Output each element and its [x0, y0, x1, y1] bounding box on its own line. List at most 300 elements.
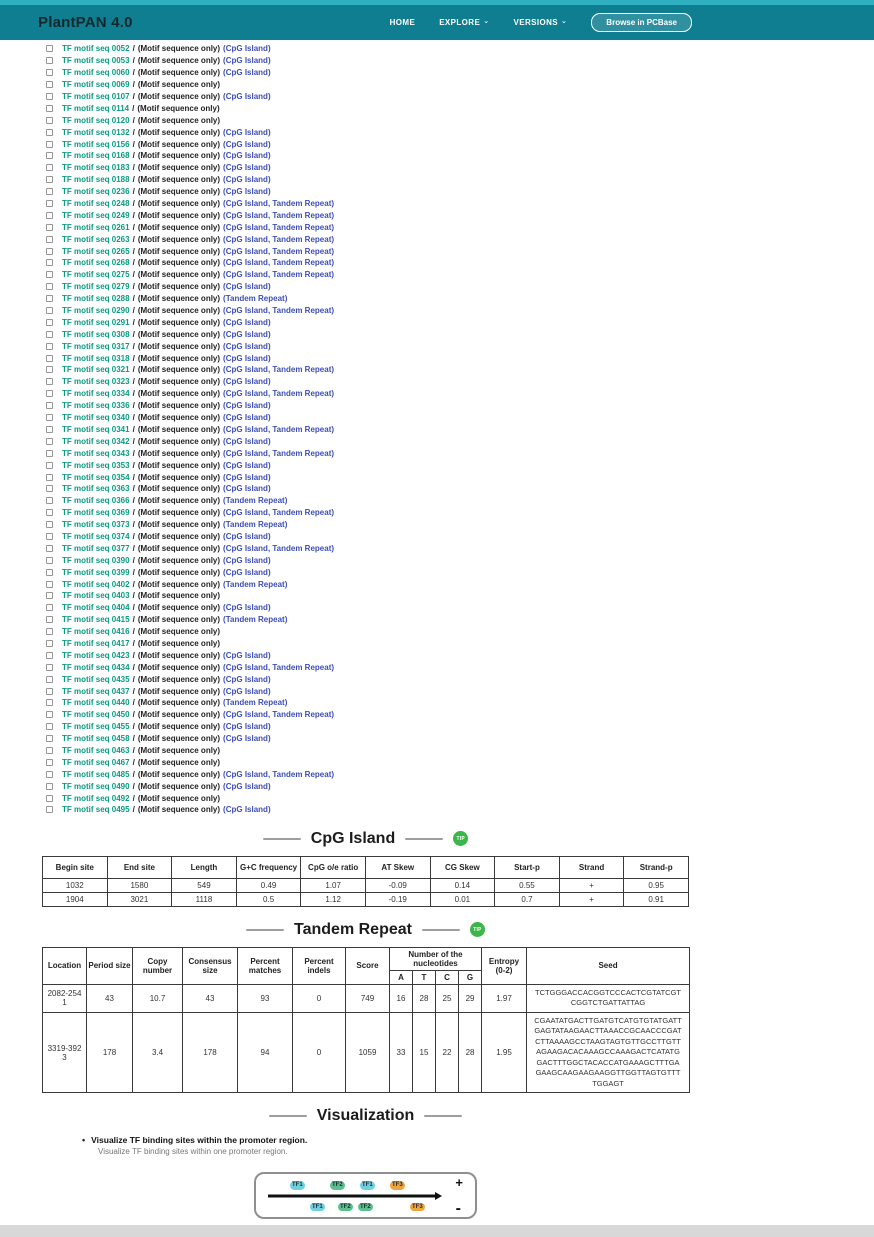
- motif-separator: /: [132, 650, 135, 660]
- motif-tag: (CpG Island): [223, 603, 271, 613]
- cpg-cell: 0.91: [624, 892, 689, 906]
- motif-row: [42, 554, 689, 566]
- motif-desc: (Motif sequence only): [137, 199, 221, 209]
- motif-link[interactable]: TF motif seq 0490: [62, 781, 130, 791]
- motif-checkbox[interactable]: [46, 378, 53, 385]
- tandem-cell: 43: [87, 984, 133, 1012]
- motif-desc: (Motif sequence only): [137, 650, 221, 660]
- motif-tag: (CpG Island): [223, 555, 271, 565]
- motif-checkbox[interactable]: [46, 723, 53, 730]
- motif-link[interactable]: TF motif seq 0052: [62, 44, 130, 54]
- motif-checkbox[interactable]: [46, 688, 53, 695]
- motif-row: [42, 804, 689, 816]
- motif-row: [42, 340, 689, 352]
- motif-row: [42, 459, 689, 471]
- motif-desc: (Motif sequence only): [137, 448, 221, 458]
- motif-link[interactable]: TF motif seq 0492: [62, 793, 130, 803]
- title-dash-left: [246, 929, 284, 931]
- motif-checkbox[interactable]: [46, 129, 53, 136]
- motif-row: [42, 483, 689, 495]
- motif-tag: (Tandem Repeat): [223, 579, 288, 589]
- motif-desc: (Motif sequence only): [137, 662, 221, 672]
- motif-checkbox[interactable]: [46, 485, 53, 492]
- tandem-col-a: A: [390, 970, 413, 984]
- motif-checkbox[interactable]: [46, 69, 53, 76]
- chevron-down-icon: ⌄: [483, 18, 490, 25]
- motif-tag: (CpG Island): [223, 163, 271, 173]
- motif-checkbox[interactable]: [46, 81, 53, 88]
- motif-separator: /: [132, 484, 135, 494]
- plus-strand-label: +: [455, 1175, 463, 1191]
- motif-row: [42, 495, 689, 507]
- tandem-row: [43, 1012, 690, 1093]
- motif-tag: (CpG Island): [223, 686, 271, 696]
- motif-link[interactable]: TF motif seq 0279: [62, 282, 130, 292]
- motif-desc: (Motif sequence only): [137, 722, 221, 732]
- motif-checkbox[interactable]: [46, 759, 53, 766]
- motif-checkbox[interactable]: [46, 164, 53, 171]
- motif-checkbox[interactable]: [46, 390, 53, 397]
- motif-desc: (Motif sequence only): [137, 734, 221, 744]
- motif-link[interactable]: TF motif seq 0336: [62, 401, 130, 411]
- motif-checkbox[interactable]: [46, 640, 53, 647]
- motif-link[interactable]: TF motif seq 0399: [62, 567, 130, 577]
- motif-link[interactable]: TF motif seq 0450: [62, 710, 130, 720]
- cpg-column-header: End site: [107, 856, 172, 878]
- motif-desc: (Motif sequence only): [137, 127, 221, 137]
- motif-checkbox[interactable]: [46, 438, 53, 445]
- tandem-cell: 15: [413, 1012, 436, 1093]
- motif-separator: /: [132, 615, 135, 625]
- motif-tag: (CpG Island): [223, 567, 271, 577]
- motif-checkbox[interactable]: [46, 331, 53, 338]
- motif-separator: /: [132, 306, 135, 316]
- motif-link[interactable]: TF motif seq 0321: [62, 365, 130, 375]
- motif-checkbox[interactable]: [46, 450, 53, 457]
- cpg-cell: 0.14: [430, 878, 495, 892]
- motif-desc: (Motif sequence only): [137, 353, 221, 363]
- motif-link[interactable]: TF motif seq 0363: [62, 484, 130, 494]
- motif-checkbox[interactable]: [46, 248, 53, 255]
- motif-checkbox[interactable]: [46, 295, 53, 302]
- motif-checkbox[interactable]: [46, 319, 53, 326]
- motif-link[interactable]: TF motif seq 0341: [62, 424, 130, 434]
- motif-desc: (Motif sequence only): [137, 805, 221, 815]
- tandem-section-heading: Tandem Repeat: [294, 920, 412, 938]
- promoter-line: [268, 1194, 435, 1197]
- motif-row: [42, 221, 689, 233]
- motif-separator: /: [132, 567, 135, 577]
- motif-link[interactable]: TF motif seq 0069: [62, 80, 130, 90]
- motif-link[interactable]: TF motif seq 0437: [62, 686, 130, 696]
- motif-desc: (Motif sequence only): [137, 329, 221, 339]
- motif-checkbox[interactable]: [46, 806, 53, 813]
- tf-marker-tf2: TF2: [360, 1203, 371, 1210]
- motif-checkbox[interactable]: [46, 533, 53, 540]
- motif-link[interactable]: TF motif seq 0374: [62, 531, 130, 541]
- tandem-cell: 1059: [346, 1012, 390, 1093]
- motif-desc: (Motif sequence only): [137, 781, 221, 791]
- motif-link[interactable]: TF motif seq 0440: [62, 698, 130, 708]
- motif-row: [42, 55, 689, 67]
- browse-pcbase-button[interactable]: Browse in PCBase: [591, 13, 692, 32]
- nav-explore-label: EXPLORE: [439, 18, 481, 27]
- motif-link[interactable]: TF motif seq 0340: [62, 413, 130, 423]
- motif-link[interactable]: TF motif seq 0495: [62, 805, 130, 815]
- motif-checkbox[interactable]: [46, 699, 53, 706]
- motif-separator: /: [132, 80, 135, 90]
- motif-checkbox[interactable]: [46, 676, 53, 683]
- cpg-cell: +: [559, 892, 624, 906]
- tip-icon[interactable]: TIP: [470, 922, 485, 937]
- motif-checkbox[interactable]: [46, 117, 53, 124]
- motif-row: [42, 792, 689, 804]
- motif-desc: (Motif sequence only): [137, 591, 221, 601]
- motif-row: [42, 780, 689, 792]
- tandem-cell: 28: [459, 1012, 482, 1093]
- motif-link[interactable]: TF motif seq 0291: [62, 317, 130, 327]
- motif-checkbox[interactable]: [46, 711, 53, 718]
- motif-checkbox[interactable]: [46, 557, 53, 564]
- motif-tag: (CpG Island): [223, 377, 271, 387]
- tandem-col-consensus-size: Consensus size: [183, 947, 238, 984]
- motif-row: [42, 756, 689, 768]
- motif-row: [42, 685, 689, 697]
- motif-checkbox[interactable]: [46, 236, 53, 243]
- motif-desc: (Motif sequence only): [137, 187, 221, 197]
- motif-desc: (Motif sequence only): [137, 543, 221, 553]
- cpg-cell: 1032: [43, 878, 108, 892]
- tandem-row: [43, 984, 690, 1012]
- motif-row: [42, 649, 689, 661]
- motif-separator: /: [132, 139, 135, 149]
- motif-link[interactable]: TF motif seq 0263: [62, 234, 130, 244]
- motif-link[interactable]: TF motif seq 0366: [62, 496, 130, 506]
- motif-link[interactable]: TF motif seq 0156: [62, 139, 130, 149]
- motif-row: [42, 352, 689, 364]
- motif-row: [42, 745, 689, 757]
- motif-desc: (Motif sequence only): [137, 769, 221, 779]
- motif-row: [42, 638, 689, 650]
- main-nav: [390, 13, 692, 32]
- motif-link[interactable]: TF motif seq 0416: [62, 627, 130, 637]
- motif-desc: (Motif sequence only): [137, 531, 221, 541]
- motif-checkbox[interactable]: [46, 141, 53, 148]
- motif-checkbox[interactable]: [46, 366, 53, 373]
- motif-separator: /: [132, 793, 135, 803]
- motif-row: [42, 400, 689, 412]
- tandem-col-percent-indels: Percent indels: [293, 947, 346, 984]
- motif-separator: /: [132, 531, 135, 541]
- motif-checkbox[interactable]: [46, 45, 53, 52]
- motif-link[interactable]: TF motif seq 0317: [62, 341, 130, 351]
- motif-link[interactable]: TF motif seq 0342: [62, 436, 130, 446]
- motif-link[interactable]: TF motif seq 0334: [62, 389, 130, 399]
- motif-link[interactable]: TF motif seq 0485: [62, 769, 130, 779]
- motif-link[interactable]: TF motif seq 0377: [62, 543, 130, 553]
- motif-checkbox[interactable]: [46, 592, 53, 599]
- motif-link[interactable]: TF motif seq 0415: [62, 615, 130, 625]
- tandem-cell: 1.95: [482, 1012, 527, 1093]
- motif-row: [42, 174, 689, 186]
- motif-checkbox[interactable]: [46, 474, 53, 481]
- motif-desc: (Motif sequence only): [137, 258, 221, 268]
- motif-checkbox[interactable]: [46, 628, 53, 635]
- motif-link[interactable]: TF motif seq 0265: [62, 246, 130, 256]
- motif-row: [42, 186, 689, 198]
- tandem-cell: 28: [413, 984, 436, 1012]
- motif-row: [42, 305, 689, 317]
- motif-separator: /: [132, 127, 135, 137]
- tandem-repeat-table: [42, 947, 690, 1094]
- motif-separator: /: [132, 44, 135, 54]
- motif-checkbox[interactable]: [46, 105, 53, 112]
- nav-versions-label: VERSIONS: [513, 18, 559, 27]
- motif-separator: /: [132, 175, 135, 185]
- tf-marker-tf2: TF2: [340, 1203, 351, 1210]
- motif-row: [42, 293, 689, 305]
- motif-list: [42, 40, 689, 816]
- motif-checkbox[interactable]: [46, 259, 53, 266]
- motif-desc: (Motif sequence only): [137, 567, 221, 577]
- tandem-cell: 178: [183, 1012, 238, 1093]
- motif-row: [42, 709, 689, 721]
- tandem-col-location: Location: [43, 947, 87, 984]
- motif-link[interactable]: TF motif seq 0248: [62, 199, 130, 209]
- motif-link[interactable]: TF motif seq 0463: [62, 745, 130, 755]
- motif-checkbox[interactable]: [46, 521, 53, 528]
- motif-checkbox[interactable]: [46, 664, 53, 671]
- motif-link[interactable]: TF motif seq 0261: [62, 222, 130, 232]
- motif-link[interactable]: TF motif seq 0403: [62, 591, 130, 601]
- motif-tag: (CpG Island, Tandem Repeat): [223, 258, 335, 268]
- tf-marker-tf1: TF1: [292, 1182, 303, 1189]
- motif-checkbox[interactable]: [46, 652, 53, 659]
- motif-link[interactable]: TF motif seq 0435: [62, 674, 130, 684]
- motif-link[interactable]: TF motif seq 0373: [62, 520, 130, 530]
- motif-tag: (CpG Island): [223, 805, 271, 815]
- tandem-cell: 3.4: [133, 1012, 183, 1093]
- cpg-column-header: Begin site: [43, 856, 108, 878]
- motif-link[interactable]: TF motif seq 0390: [62, 555, 130, 565]
- motif-checkbox[interactable]: [46, 462, 53, 469]
- motif-separator: /: [132, 222, 135, 232]
- motif-row: [42, 257, 689, 269]
- motif-tag: (CpG Island, Tandem Repeat): [223, 424, 335, 434]
- motif-row: [42, 114, 689, 126]
- motif-link[interactable]: TF motif seq 0417: [62, 638, 130, 648]
- motif-tag: (CpG Island): [223, 44, 271, 54]
- tandem-col-copy-number: Copy number: [133, 947, 183, 984]
- motif-checkbox[interactable]: [46, 212, 53, 219]
- tandem-cell: 3319-3923: [43, 1012, 87, 1093]
- motif-checkbox[interactable]: [46, 426, 53, 433]
- motif-separator: /: [132, 436, 135, 446]
- motif-separator: /: [132, 472, 135, 482]
- motif-link[interactable]: TF motif seq 0423: [62, 650, 130, 660]
- motif-link[interactable]: TF motif seq 0467: [62, 757, 130, 767]
- motif-link[interactable]: TF motif seq 0323: [62, 377, 130, 387]
- tandem-cell: 94: [238, 1012, 293, 1093]
- motif-tag: (CpG Island): [223, 781, 271, 791]
- motif-row: [42, 412, 689, 424]
- title-dash-right: [424, 1115, 462, 1117]
- motif-checkbox[interactable]: [46, 783, 53, 790]
- motif-separator: /: [132, 258, 135, 268]
- tandem-cell: 2082-2541: [43, 984, 87, 1012]
- motif-row: [42, 233, 689, 245]
- motif-tag: (CpG Island): [223, 436, 271, 446]
- nav-home[interactable]: [390, 18, 416, 27]
- motif-row: [42, 150, 689, 162]
- motif-link[interactable]: TF motif seq 0183: [62, 163, 130, 173]
- tandem-cell: 25: [436, 984, 459, 1012]
- motif-link[interactable]: TF motif seq 0455: [62, 722, 130, 732]
- cpg-cell: 0.01: [430, 892, 495, 906]
- motif-row: [42, 91, 689, 103]
- motif-checkbox[interactable]: [46, 343, 53, 350]
- motif-tag: (CpG Island): [223, 401, 271, 411]
- motif-checkbox[interactable]: [46, 355, 53, 362]
- motif-link[interactable]: TF motif seq 0290: [62, 306, 130, 316]
- tandem-col-c: C: [436, 970, 459, 984]
- visualization-bullet-title: Visualize TF binding sites within the promoter region.: [91, 1135, 308, 1146]
- cpg-cell: 0.95: [624, 878, 689, 892]
- motif-link[interactable]: TF motif seq 0236: [62, 187, 130, 197]
- motif-tag: (CpG Island, Tandem Repeat): [223, 769, 335, 779]
- tandem-col-percent-matches: Percent matches: [238, 947, 293, 984]
- motif-separator: /: [132, 103, 135, 113]
- motif-tag: (CpG Island): [223, 151, 271, 161]
- motif-link[interactable]: TF motif seq 0060: [62, 68, 130, 78]
- motif-link[interactable]: TF motif seq 0308: [62, 329, 130, 339]
- motif-checkbox[interactable]: [46, 402, 53, 409]
- motif-link[interactable]: TF motif seq 0318: [62, 353, 130, 363]
- motif-desc: (Motif sequence only): [137, 460, 221, 470]
- promoter-arrowhead-icon: [435, 1192, 442, 1200]
- motif-link[interactable]: TF motif seq 0404: [62, 603, 130, 613]
- brand-logo[interactable]: PlantPAN 4.0: [38, 14, 133, 31]
- motif-desc: (Motif sequence only): [137, 472, 221, 482]
- motif-separator: /: [132, 163, 135, 173]
- cpg-cell: 3021: [107, 892, 172, 906]
- motif-link[interactable]: TF motif seq 0354: [62, 472, 130, 482]
- promoter-visualization[interactable]: [254, 1172, 477, 1219]
- cpg-section-title: [42, 830, 689, 848]
- motif-link[interactable]: TF motif seq 0249: [62, 210, 130, 220]
- motif-desc: (Motif sequence only): [137, 638, 221, 648]
- motif-link[interactable]: TF motif seq 0114: [62, 103, 130, 113]
- motif-checkbox[interactable]: [46, 188, 53, 195]
- motif-link[interactable]: TF motif seq 0275: [62, 270, 130, 280]
- tf-marker-tf3: TF3: [412, 1203, 423, 1210]
- nav-explore[interactable]: [439, 18, 489, 27]
- motif-link[interactable]: TF motif seq 0343: [62, 448, 130, 458]
- motif-separator: /: [132, 769, 135, 779]
- motif-link[interactable]: TF motif seq 0402: [62, 579, 130, 589]
- motif-tag: (CpG Island): [223, 139, 271, 149]
- motif-desc: (Motif sequence only): [137, 674, 221, 684]
- motif-link[interactable]: TF motif seq 0369: [62, 508, 130, 518]
- motif-separator: /: [132, 674, 135, 684]
- motif-link[interactable]: TF motif seq 0120: [62, 115, 130, 125]
- motif-link[interactable]: TF motif seq 0288: [62, 294, 130, 304]
- motif-separator: /: [132, 353, 135, 363]
- motif-checkbox[interactable]: [46, 735, 53, 742]
- motif-checkbox[interactable]: [46, 283, 53, 290]
- motif-separator: /: [132, 757, 135, 767]
- motif-checkbox[interactable]: [46, 200, 53, 207]
- motif-row: [42, 614, 689, 626]
- motif-desc: (Motif sequence only): [137, 436, 221, 446]
- motif-checkbox[interactable]: [46, 271, 53, 278]
- nav-versions[interactable]: [513, 18, 567, 27]
- motif-link[interactable]: TF motif seq 0188: [62, 175, 130, 185]
- tip-icon[interactable]: TIP: [453, 831, 468, 846]
- motif-tag: (CpG Island): [223, 68, 271, 78]
- tf-marker-tf1: TF1: [312, 1203, 323, 1210]
- motif-checkbox[interactable]: [46, 152, 53, 159]
- motif-checkbox[interactable]: [46, 581, 53, 588]
- motif-link[interactable]: TF motif seq 0168: [62, 151, 130, 161]
- motif-separator: /: [132, 187, 135, 197]
- motif-desc: (Motif sequence only): [137, 56, 221, 66]
- motif-checkbox[interactable]: [46, 176, 53, 183]
- motif-tag: (CpG Island): [223, 413, 271, 423]
- motif-separator: /: [132, 520, 135, 530]
- motif-row: [42, 281, 689, 293]
- motif-checkbox[interactable]: [46, 224, 53, 231]
- motif-checkbox[interactable]: [46, 509, 53, 516]
- motif-desc: (Motif sequence only): [137, 745, 221, 755]
- motif-link[interactable]: TF motif seq 0132: [62, 127, 130, 137]
- motif-checkbox[interactable]: [46, 747, 53, 754]
- motif-row: [42, 328, 689, 340]
- motif-link[interactable]: TF motif seq 0268: [62, 258, 130, 268]
- motif-link[interactable]: TF motif seq 0107: [62, 92, 130, 101]
- motif-separator: /: [132, 282, 135, 292]
- tandem-col-g: G: [459, 970, 482, 984]
- motif-checkbox[interactable]: [46, 569, 53, 576]
- cpg-column-header: G+C frequency: [236, 856, 301, 878]
- tandem-section-title: [42, 921, 689, 939]
- motif-checkbox[interactable]: [46, 771, 53, 778]
- motif-link[interactable]: TF motif seq 0053: [62, 56, 130, 66]
- motif-checkbox[interactable]: [46, 414, 53, 421]
- motif-row: [42, 507, 689, 519]
- motif-link[interactable]: TF motif seq 0458: [62, 734, 130, 744]
- motif-tag: (CpG Island, Tandem Repeat): [223, 199, 335, 209]
- motif-checkbox[interactable]: [46, 604, 53, 611]
- page-content: [42, 40, 689, 1219]
- motif-separator: /: [132, 56, 135, 66]
- motif-checkbox[interactable]: [46, 795, 53, 802]
- motif-desc: (Motif sequence only): [137, 151, 221, 161]
- motif-checkbox[interactable]: [46, 57, 53, 64]
- motif-link[interactable]: TF motif seq 0353: [62, 460, 130, 470]
- motif-checkbox[interactable]: [46, 497, 53, 504]
- tandem-cell: 16: [390, 984, 413, 1012]
- motif-tag: (CpG Island, Tandem Repeat): [223, 543, 335, 553]
- motif-checkbox[interactable]: [46, 616, 53, 623]
- motif-checkbox[interactable]: [46, 307, 53, 314]
- motif-checkbox[interactable]: [46, 93, 53, 100]
- motif-link[interactable]: TF motif seq 0434: [62, 662, 130, 672]
- motif-separator: /: [132, 341, 135, 351]
- motif-checkbox[interactable]: [46, 545, 53, 552]
- motif-separator: /: [132, 603, 135, 613]
- motif-separator: /: [132, 591, 135, 601]
